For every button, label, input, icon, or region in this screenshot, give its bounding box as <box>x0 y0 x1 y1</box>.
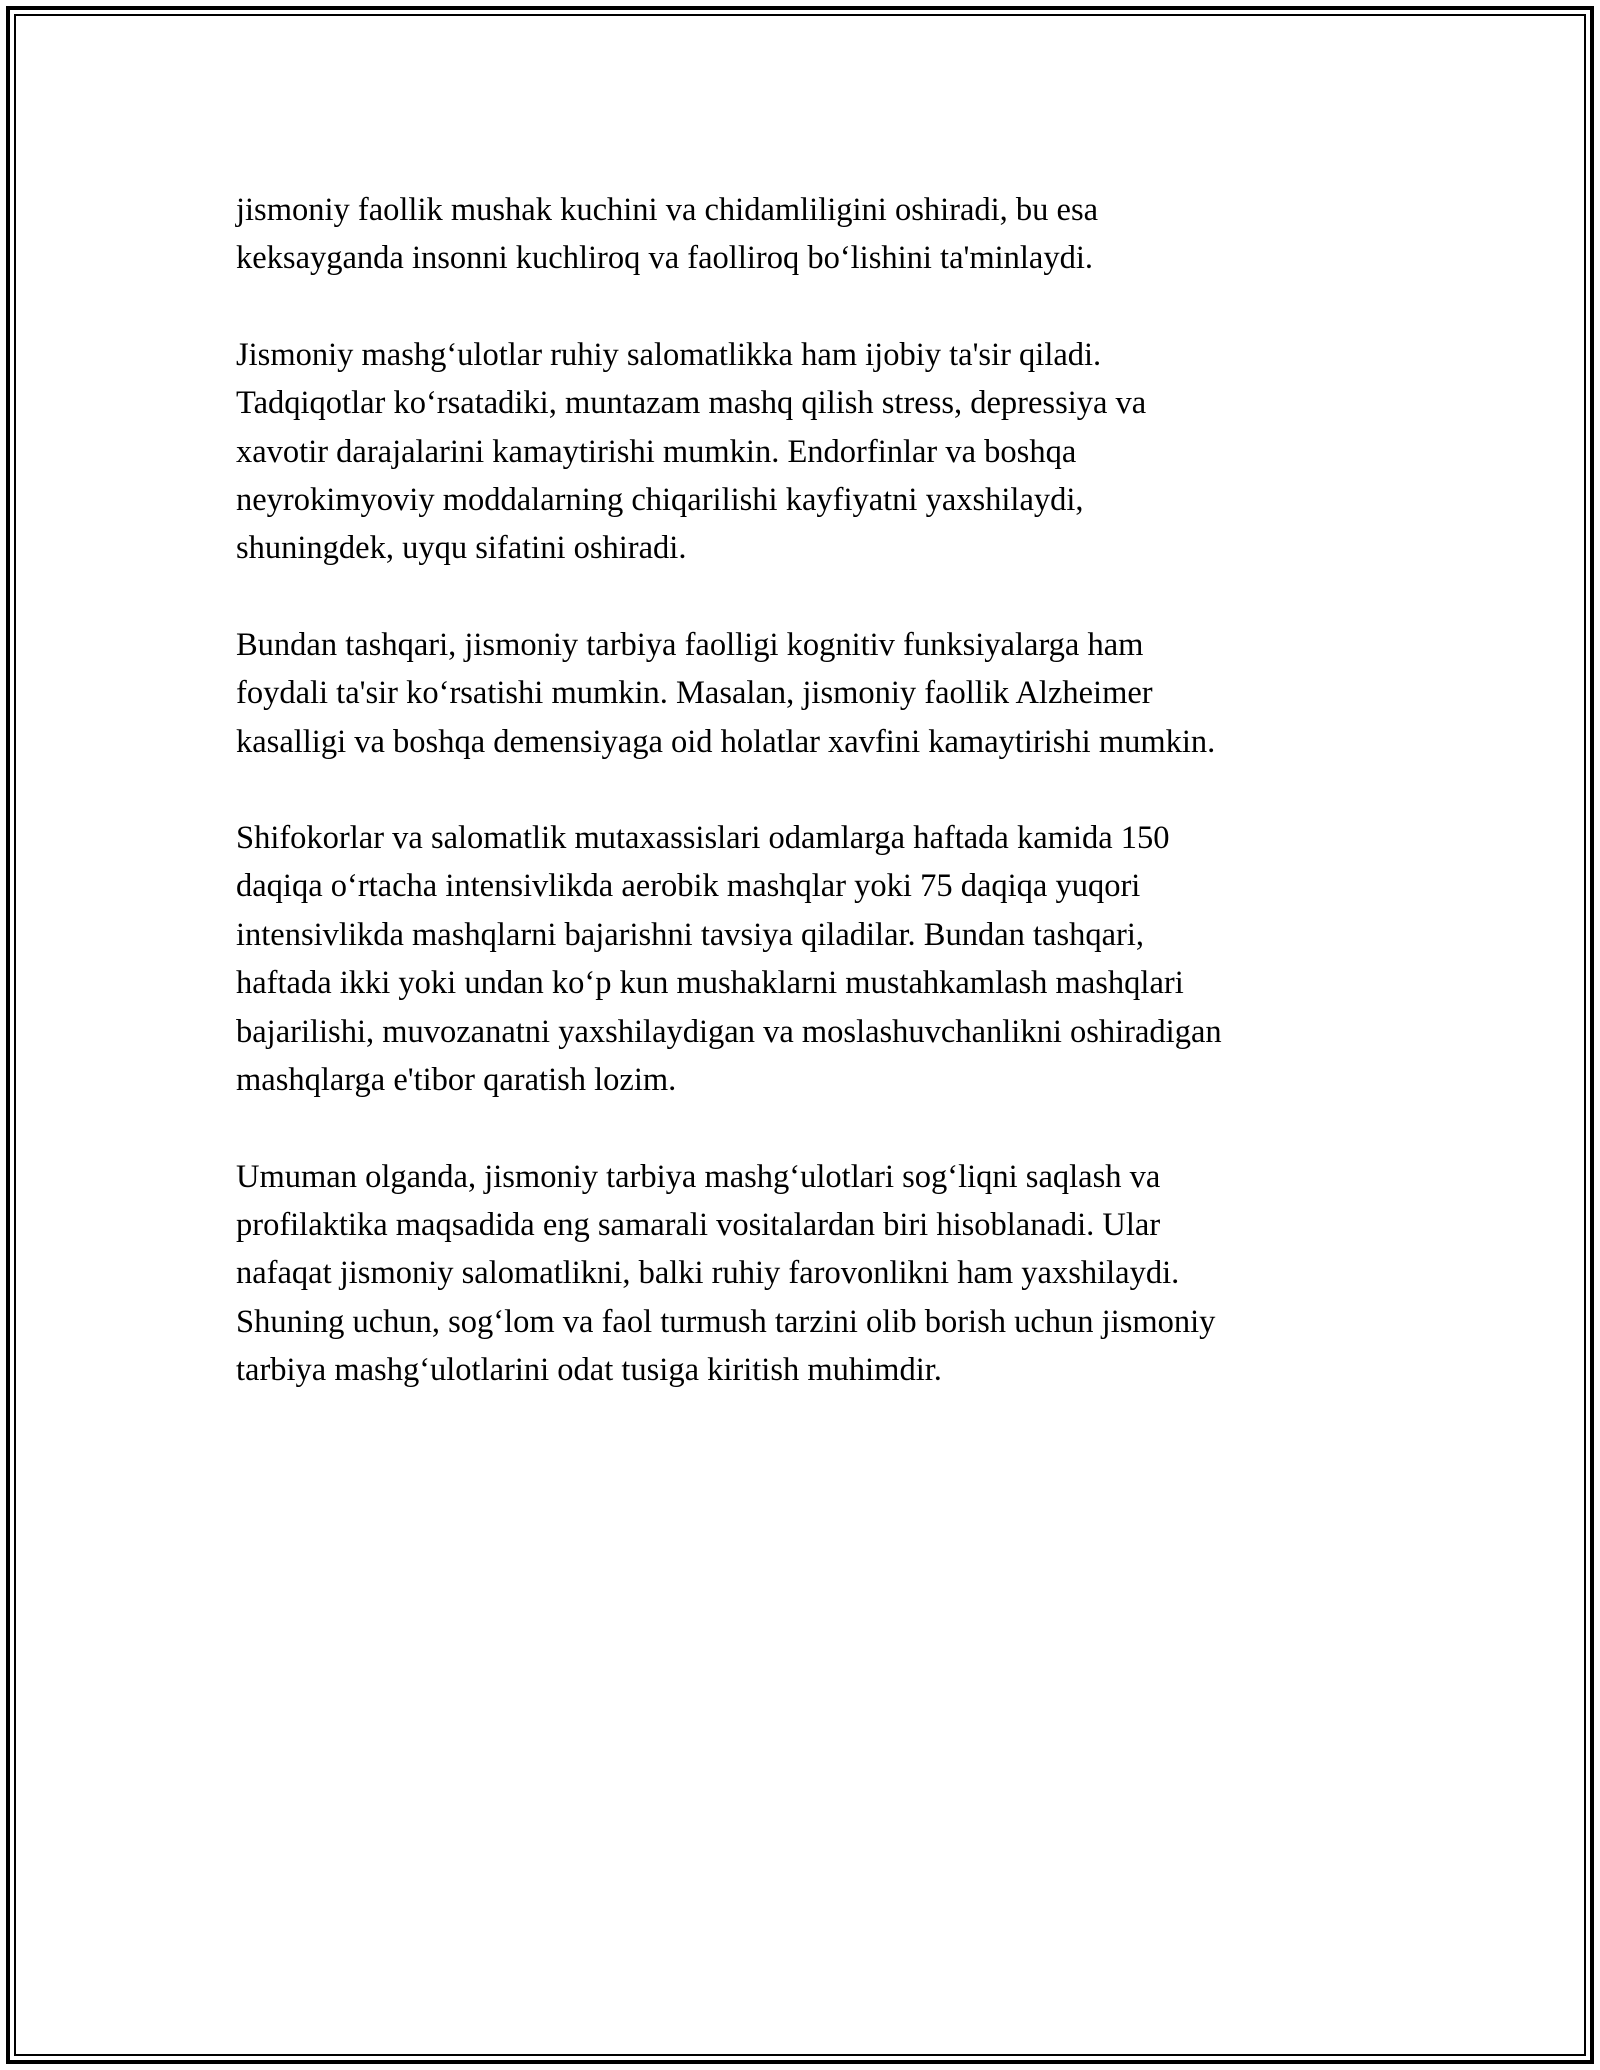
text-line: Tadqiqotlar ko‘rsatadiki, muntazam mashq qilish stress, depressiya va <box>236 385 1147 422</box>
paragraph <box>236 621 1366 766</box>
text-line: profilaktika maqsadida eng samarali vositalardan biri hisoblanadi. Ular <box>236 1206 1161 1243</box>
text-line: shuningdek, uyqu sifatini oshiradi. <box>236 530 687 567</box>
paragraph <box>236 814 1366 1104</box>
paragraph <box>236 1153 1366 1395</box>
text-line: keksayganda insonni kuchliroq va faolliroq bo‘lishini ta'minlaydi. <box>236 240 1094 277</box>
paragraph <box>236 186 1366 283</box>
text-line: nafaqat jismoniy salomatlikni, balki ruhiy farovonlikni ham yaxshilaydi. <box>236 1255 1180 1292</box>
text-line: Jismoniy mashg‘ulotlar ruhiy salomatlikka ham ijobiy ta'sir qiladi. <box>236 336 1102 373</box>
text-line: bajarilishi, muvozanatni yaxshilaydigan va moslashuvchanlikni oshiradigan <box>236 1013 1222 1050</box>
text-line: xavotir darajalarini kamaytirishi mumkin. Endorfinlar va boshqa <box>236 433 1077 470</box>
text-line: Bundan tashqari, jismoniy tarbiya faolligi kognitiv funksiyalarga ham <box>236 626 1144 663</box>
text-line: Shuning uchun, sog‘lom va faol turmush tarzini olib borish uchun jismoniy <box>236 1303 1216 1340</box>
text-line: Shifokorlar va salomatlik mutaxassislari odamlarga haftada kamida 150 <box>236 820 1170 857</box>
text-line: intensivlikda mashqlarni bajarishni tavsiya qiladilar. Bundan tashqari, <box>236 916 1145 953</box>
document-body <box>236 186 1366 1443</box>
text-line: jismoniy faollik mushak kuchini va chidamliligini oshiradi, bu esa <box>236 192 1099 228</box>
text-line: daqiqa o‘rtacha intensivlikda aerobik mashqlar yoki 75 daqiqa yuqori <box>236 868 1141 905</box>
text-line: Umuman olganda, jismoniy tarbiya mashg‘ulotlari sog‘liqni saqlash va <box>236 1158 1161 1195</box>
text-line: mashqlarga e'tibor qaratish lozim. <box>236 1062 677 1099</box>
text-line: tarbiya mashg‘ulotlarini odat tusiga kiritish muhimdir. <box>236 1352 942 1389</box>
text-line: kasalligi va boshqa demensiyaga oid holatlar xavfini kamaytirishi mumkin. <box>236 723 1216 760</box>
text-line: haftada ikki yoki undan ko‘p kun mushaklarni mustahkamlash mashqlari <box>236 965 1184 1002</box>
text-line: neyrokimyoviy moddalarning chiqarilishi kayfiyatni yaxshilaydi, <box>236 482 1084 519</box>
paragraph <box>236 331 1366 573</box>
text-line: foydali ta'sir ko‘rsatishi mumkin. Masalan, jismoniy faollik Alzheimer <box>236 675 1153 712</box>
